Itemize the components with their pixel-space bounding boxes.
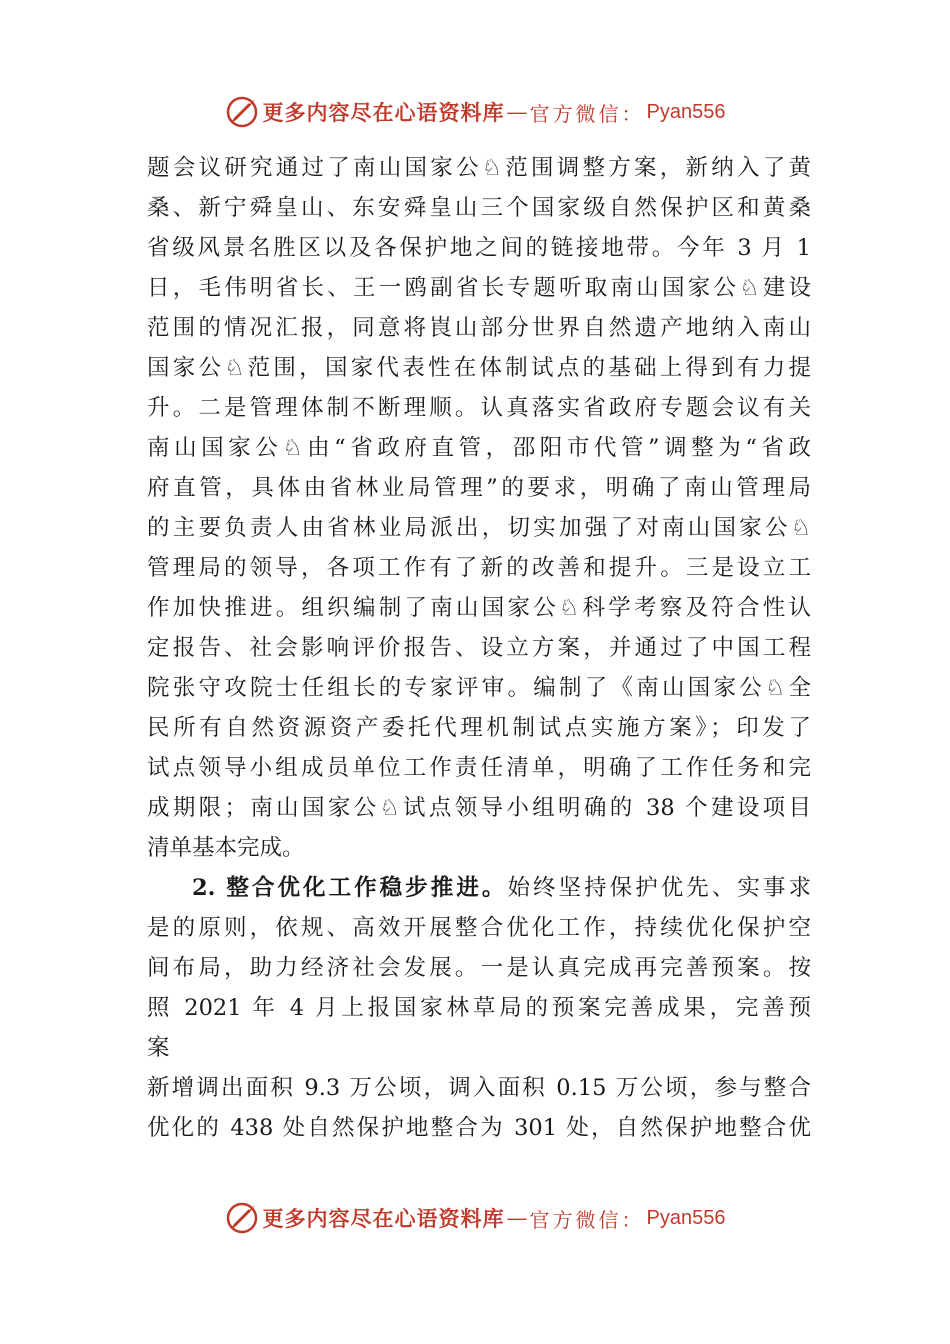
watermark-wechat-id: Pyan556 <box>646 1206 726 1229</box>
text-line: 定报告、社会影响评价报告、设立方案，并通过了中国工程 <box>147 635 811 661</box>
text-line: 是的原则，依规、高效开展整合优化工作，持续优化保护空 <box>147 915 811 941</box>
text-line: 案 <box>147 1035 170 1061</box>
text-line: 南山国家公♘由“省政府直管，邵阳市代管”调整为“省政 <box>147 435 811 461</box>
watermark-wechat-label: 官方微信： <box>529 101 645 126</box>
watermark-wechat-label: 官方微信： <box>529 1207 645 1232</box>
quill-seal-icon <box>225 95 259 129</box>
header-watermark <box>0 92 950 132</box>
watermark-dash: — <box>506 1206 528 1230</box>
text-line: 院张守攻院士任组长的专家评审。编制了《南山国家公♘全 <box>147 675 811 701</box>
quill-seal-icon <box>225 1201 259 1235</box>
text-line: 范围的情况汇报，同意将崀山部分世界自然遗产地纳入南山 <box>147 315 811 341</box>
text-line: 试点领导小组成员单位工作责任清单，明确了工作任务和完 <box>147 755 811 781</box>
text-line: 新增调出面积 9.3 万公顷，调入面积 0.15 万公顷，参与整合 <box>147 1075 811 1101</box>
watermark-brand: 更多内容尽在心语资料库 <box>262 100 505 125</box>
text-line: 作加快推进。组织编制了南山国家公♘科学考察及符合性认 <box>147 595 811 621</box>
text-line: 民所有自然资源资产委托代理机制试点实施方案》；印发了 <box>147 715 811 741</box>
text-line: 桑、新宁舜皇山、东安舜皇山三个国家级自然保护区和黄桑 <box>147 195 811 221</box>
section-2-first-line <box>147 868 811 908</box>
text-line: 照 2021 年 4 月上报国家林草局的预案完善成果，完善预 <box>147 995 811 1021</box>
text-line: 省级风景名胜区以及各保护地之间的链接地带。今年 3 月 1 <box>147 235 811 261</box>
body-text <box>147 148 811 1148</box>
text-line: 府直管，具体由省林业局管理”的要求，明确了南山管理局 <box>147 475 811 501</box>
text-line: 清单基本完成。 <box>147 835 305 861</box>
text-line: 成期限；南山国家公♘试点领导小组明确的 38 个建设项目 <box>147 795 811 821</box>
text-line: 间布局，助力经济社会发展。一是认真完成再完善预案。按 <box>147 955 811 981</box>
footer-watermark <box>0 1198 950 1238</box>
text-line: 的主要负责人由省林业局派出，切实加强了对南山国家公♘ <box>147 515 811 541</box>
section-2-first-text: 始终坚持保护优先、实事求 <box>507 875 811 901</box>
text-line: 日，毛伟明省长、王一鸥副省长专题听取南山国家公♘建设 <box>147 275 811 301</box>
watermark-dash: — <box>506 100 528 124</box>
text-line: 国家公♘范围，国家代表性在体制试点的基础上得到有力提 <box>147 355 811 381</box>
text-line: 管理局的领导，各项工作有了新的改善和提升。三是设立工 <box>147 555 811 581</box>
text-line: 优化的 438 处自然保护地整合为 301 处，自然保护地整合优 <box>147 1115 811 1141</box>
text-line: 升。二是管理体制不断理顺。认真落实省政府专题会议有关 <box>147 395 811 421</box>
section-2-heading: 2. 整合优化工作稳步推进。 <box>192 875 508 901</box>
watermark-wechat-id: Pyan556 <box>646 100 726 123</box>
text-line: 题会议研究通过了南山国家公♘范围调整方案，新纳入了黄 <box>147 155 811 181</box>
watermark-brand: 更多内容尽在心语资料库 <box>262 1206 505 1231</box>
